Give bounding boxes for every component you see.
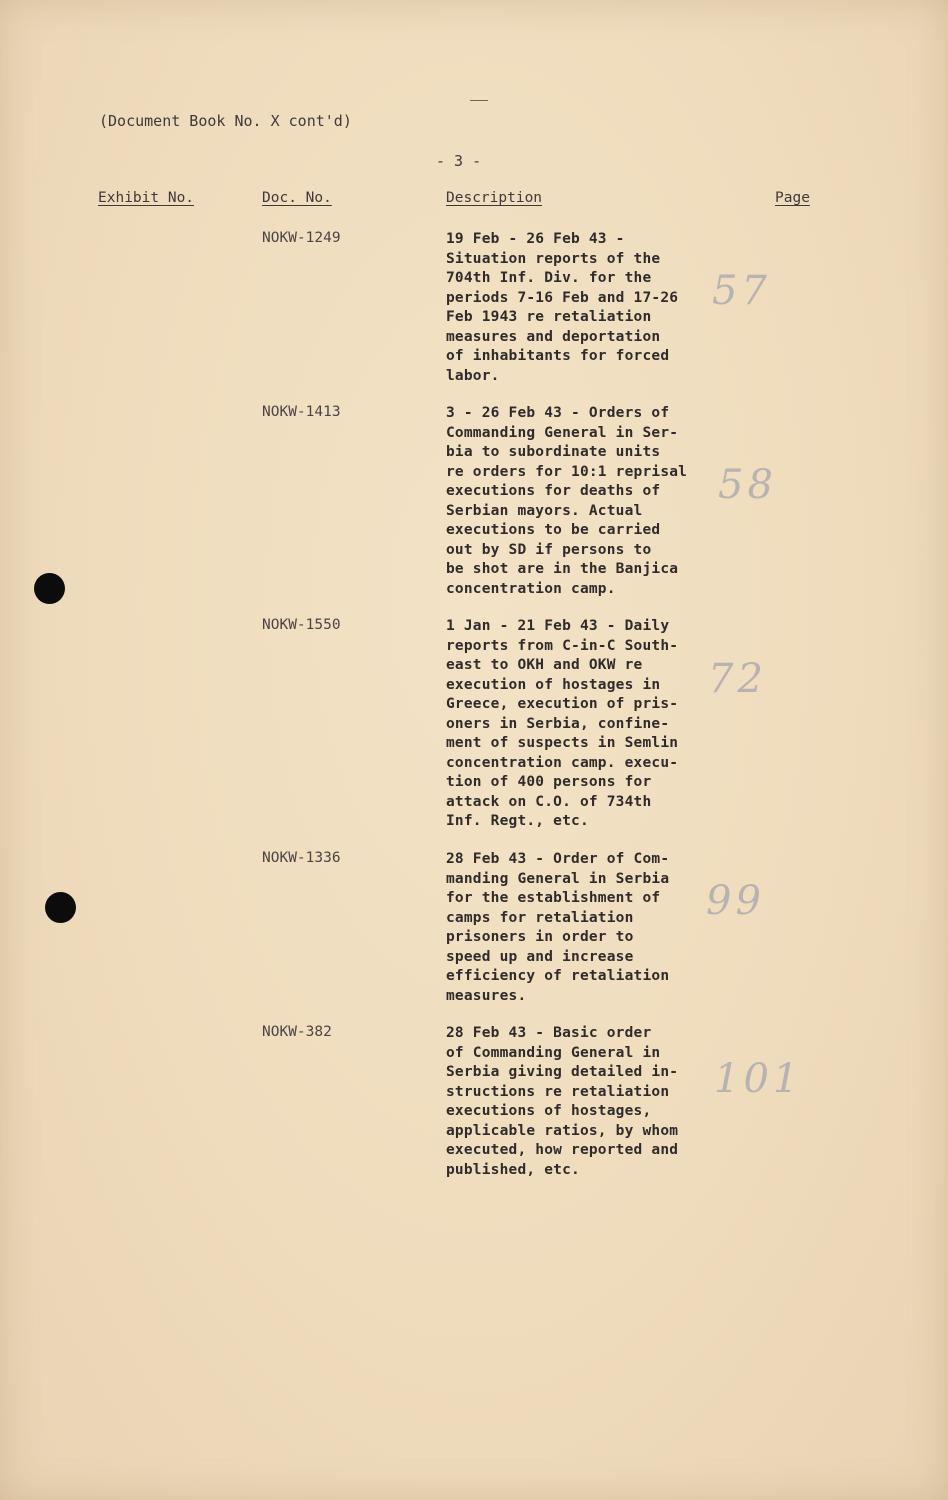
entry-description: 28 Feb 43 - Order of Com- manding General in Serbia for the establishment of camps for retaliation prisoners in order to speed up and increase efficiency of retaliation measures. — [446, 851, 670, 1004]
top-mark — [470, 100, 488, 101]
document-book-continuation: (Document Book No. X cont'd) — [99, 112, 352, 130]
entry-page-number-handwritten: 58 — [718, 462, 777, 508]
entry-doc-no: NOKW-1413 — [262, 404, 341, 420]
punch-hole — [34, 573, 65, 604]
entry-description: 3 - 26 Feb 43 - Orders of Commanding General in Ser- bia to subordinate units re orders for 10:1 reprisal executions for deaths of Serbian mayors. Actual executions to be carried out by SD if persons to be shot are in the Banjica concentration camp. — [446, 405, 688, 597]
entry-doc-no: NOKW-382 — [262, 1024, 332, 1040]
column-header-exhibit: Exhibit No. — [98, 190, 195, 206]
column-header-description: Description — [446, 190, 543, 206]
column-header-doc-no: Doc. No. — [262, 190, 332, 206]
entry-page-number-handwritten: 99 — [706, 878, 765, 924]
entry-page-number-handwritten: 57 — [712, 268, 771, 314]
entry-description: 19 Feb - 26 Feb 43 - Situation reports of the 704th Inf. Div. for the periods 7-16 Feb and 17-26 Feb 1943 re retaliation measures and deportation of inhabitants for forced labor. — [446, 231, 679, 384]
entry-page-number-handwritten: 101 — [714, 1056, 803, 1102]
page-number: - 3 - — [436, 152, 482, 170]
entry-doc-no: NOKW-1249 — [262, 230, 341, 246]
column-header-page: Page — [775, 190, 810, 206]
entry-description: 1 Jan - 21 Feb 43 - Daily reports from C-in-C South- east to OKH and OKW re execution of hostages in Greece, execution of pris- oners in Serbia, confine- ment of suspects in Semlin concentration camp. execu- tion of 400 persons for attack on C.O. of 734th Inf. Regt., etc. — [446, 618, 679, 829]
punch-hole — [45, 892, 76, 923]
entry-description: 28 Feb 43 - Basic order of Commanding General in Serbia giving detailed in- structions re retaliation executions of hostages, applicable ratios, by whom executed, how reported and published, etc. — [446, 1025, 679, 1178]
entry-doc-no: NOKW-1336 — [262, 850, 341, 866]
entry-doc-no: NOKW-1550 — [262, 617, 341, 633]
entry-page-number-handwritten: 72 — [708, 656, 767, 702]
